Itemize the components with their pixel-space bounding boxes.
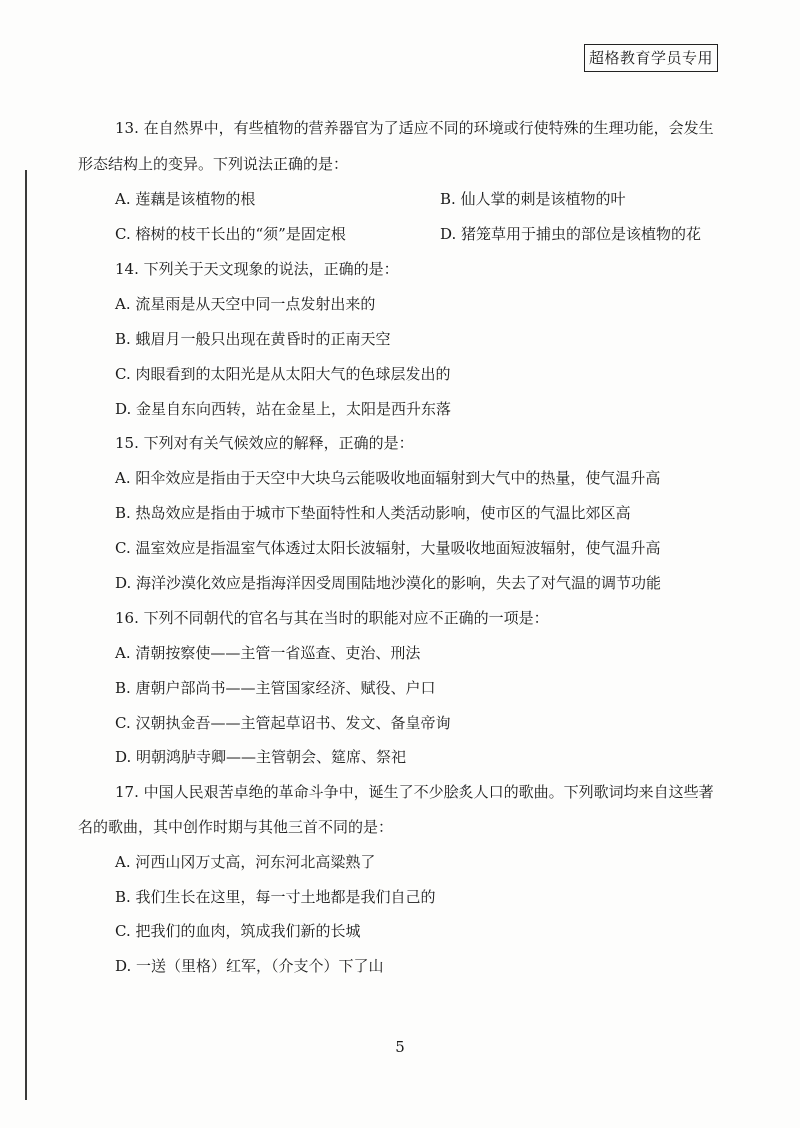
q17-option-c: C. 把我们的血肉，筑成我们新的长城 <box>115 922 361 940</box>
q14-option-c: C. 肉眼看到的太阳光是从太阳大气的色球层发出的 <box>115 365 451 383</box>
page-number: 5 <box>395 1038 405 1056</box>
q13-option-a: A. 莲藕是该植物的根 <box>115 190 256 208</box>
q13-option-b: B. 仙人掌的刺是该植物的叶 <box>440 190 626 208</box>
binding-edge-line <box>25 170 27 1100</box>
q15-option-b: B. 热岛效应是指由于城市下垫面特性和人类活动影响，使市区的气温比郊区高 <box>115 504 631 522</box>
q13-stem-line-2: 形态结构上的变异。下列说法正确的是： <box>78 155 349 173</box>
q17-option-d: D. 一送（里格）红军，（介支个）下了山 <box>115 957 384 975</box>
q14-stem: 14. 下列关于天文现象的说法，正确的是： <box>115 260 399 278</box>
q16-option-a: A. 清朝按察使——主管一省巡查、吏治、刑法 <box>115 644 421 662</box>
q14-option-b: B. 蛾眉月一般只出现在黄昏时的正南天空 <box>115 330 391 348</box>
q14-option-d: D. 金星自东向西转，站在金星上，太阳是西升东落 <box>115 400 452 418</box>
q16-stem: 16. 下列不同朝代的官名与其在当时的职能对应不正确的一项是： <box>115 609 549 627</box>
q16-option-b: B. 唐朝户部尚书——主管国家经济、赋役、户口 <box>115 679 436 697</box>
q13-option-c: C. 榕树的枝干长出的“须”是固定根 <box>115 225 346 243</box>
q13-stem-line-1: 13. 在自然界中，有些植物的营养器官为了适应不同的环境或行使特殊的生理功能，会发生 <box>115 119 714 137</box>
q17-stem-line-2: 名的歌曲，其中创作时期与其他三首不同的是： <box>78 818 394 836</box>
q15-option-a: A. 阳伞效应是指由于天空中大块乌云能吸收地面辐射到大气中的热量，使气温升高 <box>115 469 661 487</box>
q16-option-c: C. 汉朝执金吾——主管起草诏书、发文、备皇帝询 <box>115 714 451 732</box>
q14-option-a: A. 流星雨是从天空中同一点发射出来的 <box>115 295 376 313</box>
q16-option-d: D. 明朝鸿胪寺卿——主管朝会、筵席、祭祀 <box>115 748 407 766</box>
q15-stem: 15. 下列对有关气候效应的解释，正确的是： <box>115 434 414 452</box>
q15-option-d: D. 海洋沙漠化效应是指海洋因受周围陆地沙漠化的影响，失去了对气温的调节功能 <box>115 574 662 592</box>
q13-option-d: D. 猪笼草用于捕虫的部位是该植物的花 <box>440 225 702 243</box>
q15-option-c: C. 温室效应是指温室气体透过太阳长波辐射，大量吸收地面短波辐射，使气温升高 <box>115 539 661 557</box>
q17-option-b: B. 我们生长在这里，每一寸土地都是我们自己的 <box>115 888 436 906</box>
q17-stem-line-1: 17. 中国人民艰苦卓绝的革命斗争中，诞生了不少脍炙人口的歌曲。下列歌词均来自这些著 <box>115 783 714 801</box>
q17-option-a: A. 河西山冈万丈高，河东河北高粱熟了 <box>115 853 376 871</box>
header-tag: 超格教育学员专用 <box>584 44 718 72</box>
